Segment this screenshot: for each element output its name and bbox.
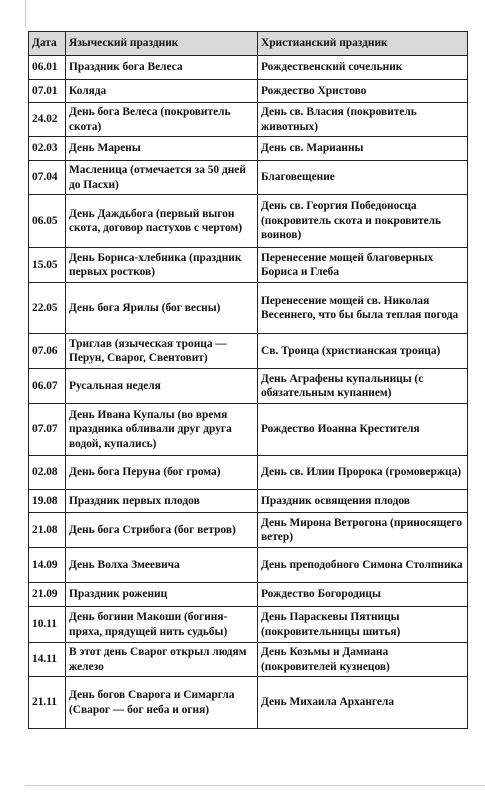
cell-date: 07.01	[29, 80, 66, 103]
header-date: Дата	[29, 32, 66, 56]
cell-christian-holiday: Благовещение	[258, 161, 468, 195]
cell-christian-holiday: День св. Власия (покровитель животных)	[258, 103, 468, 137]
page-edge-bottom	[25, 785, 485, 786]
table-row	[29, 456, 468, 490]
cell-pagan-holiday: Праздник рожениц	[66, 583, 258, 607]
cell-christian-holiday: Перенесение мощей благоверных Бориса и Глеба	[258, 248, 468, 283]
cell-date: 24.02	[29, 103, 66, 137]
cell-pagan-holiday: Праздник первых плодов	[66, 490, 258, 513]
cell-date: 21.11	[29, 677, 66, 729]
cell-pagan-holiday: День богини Макоши (богиня-пряха, прядущей нить судьбы)	[66, 607, 258, 643]
cell-pagan-holiday: Коляда	[66, 80, 258, 103]
cell-pagan-holiday: День бога Ярилы (бог весны)	[66, 283, 258, 334]
table-row	[29, 490, 468, 513]
cell-pagan-holiday: День Бориса-хлебника (праздник первых ростков)	[66, 248, 258, 283]
holidays-table	[28, 31, 468, 729]
cell-date: 02.08	[29, 456, 66, 490]
cell-pagan-holiday: Праздник бога Велеса	[66, 56, 258, 80]
cell-pagan-holiday: День бога Перуна (бог грома)	[66, 456, 258, 490]
table-row	[29, 677, 468, 729]
cell-pagan-holiday: Триглав (языческая троица — Перун, Сварог, Свентовит)	[66, 334, 258, 369]
cell-date: 15.05	[29, 248, 66, 283]
cell-christian-holiday: Рождество Богородицы	[258, 583, 468, 607]
table-row	[29, 103, 468, 137]
cell-christian-holiday: Св. Троица (христианская троица)	[258, 334, 468, 369]
table-row	[29, 56, 468, 80]
table-row	[29, 607, 468, 643]
table-row	[29, 513, 468, 548]
cell-christian-holiday: День Аграфены купальницы (с обязательным купанием)	[258, 369, 468, 404]
cell-date: 06.05	[29, 195, 66, 248]
cell-date: 21.08	[29, 513, 66, 548]
cell-pagan-holiday: День Ивана Купалы (во время праздника обливали друг друга водой, купались)	[66, 404, 258, 456]
cell-date: 19.08	[29, 490, 66, 513]
header-row	[29, 32, 468, 56]
cell-christian-holiday: День св. Илии Пророка (громовержца)	[258, 456, 468, 490]
cell-christian-holiday: День св. Георгия Победоносца (покровитель скота и покровитель воинов)	[258, 195, 468, 248]
page-edge-left	[25, 0, 26, 26]
cell-christian-holiday: День Параскевы Пятницы (покровительницы шитья)	[258, 607, 468, 643]
cell-date: 14.09	[29, 548, 66, 583]
cell-christian-holiday: День св. Марианны	[258, 137, 468, 161]
cell-date: 21.09	[29, 583, 66, 607]
cell-date: 06.07	[29, 369, 66, 404]
cell-pagan-holiday: День Волха Змеевича	[66, 548, 258, 583]
table-row	[29, 283, 468, 334]
cell-christian-holiday: День Козьмы и Дамиана (покровителей кузнецов)	[258, 643, 468, 677]
cell-pagan-holiday: День Даждьбога (первый выгон скота, договор пастухов с чертом)	[66, 195, 258, 248]
cell-pagan-holiday: День богов Сварога и Симаргла (Сварог — бог неба и огня)	[66, 677, 258, 729]
cell-pagan-holiday: День Марены	[66, 137, 258, 161]
cell-pagan-holiday: Масленица (отмечается за 50 дней до Пасхи)	[66, 161, 258, 195]
table-row	[29, 248, 468, 283]
cell-date: 14.11	[29, 643, 66, 677]
table-row	[29, 548, 468, 583]
cell-pagan-holiday: День бога Велеса (покровитель скота)	[66, 103, 258, 137]
cell-date: 07.07	[29, 404, 66, 456]
cell-christian-holiday: Праздник освящения плодов	[258, 490, 468, 513]
header-christian-holiday: Христианский праздник	[258, 32, 468, 56]
table-body	[29, 56, 468, 729]
table-row	[29, 643, 468, 677]
cell-date: 10.11	[29, 607, 66, 643]
cell-date: 07.04	[29, 161, 66, 195]
table-row	[29, 334, 468, 369]
cell-date: 22.05	[29, 283, 66, 334]
cell-christian-holiday: День Михаила Архангела	[258, 677, 468, 729]
table-row	[29, 404, 468, 456]
cell-christian-holiday: Рождество Христово	[258, 80, 468, 103]
table-row	[29, 161, 468, 195]
cell-christian-holiday: Перенесение мощей св. Николая Весеннего, что бы была теплая погода	[258, 283, 468, 334]
table-row	[29, 369, 468, 404]
cell-date: 07.06	[29, 334, 66, 369]
cell-christian-holiday: День Мирона Ветрогона (приносящего ветер)	[258, 513, 468, 548]
table-row	[29, 195, 468, 248]
cell-date: 06.01	[29, 56, 66, 80]
cell-pagan-holiday: День бога Стрибога (бог ветров)	[66, 513, 258, 548]
table-row	[29, 583, 468, 607]
cell-christian-holiday: День преподобного Симона Столпника	[258, 548, 468, 583]
cell-christian-holiday: Рождественский сочельник	[258, 56, 468, 80]
cell-pagan-holiday: Русальная неделя	[66, 369, 258, 404]
table-row	[29, 80, 468, 103]
cell-date: 02.03	[29, 137, 66, 161]
cell-christian-holiday: Рождество Иоанна Крестителя	[258, 404, 468, 456]
table-row	[29, 137, 468, 161]
header-pagan-holiday: Языческий праздник	[66, 32, 258, 56]
cell-pagan-holiday: В этот день Сварог открыл людям железо	[66, 643, 258, 677]
